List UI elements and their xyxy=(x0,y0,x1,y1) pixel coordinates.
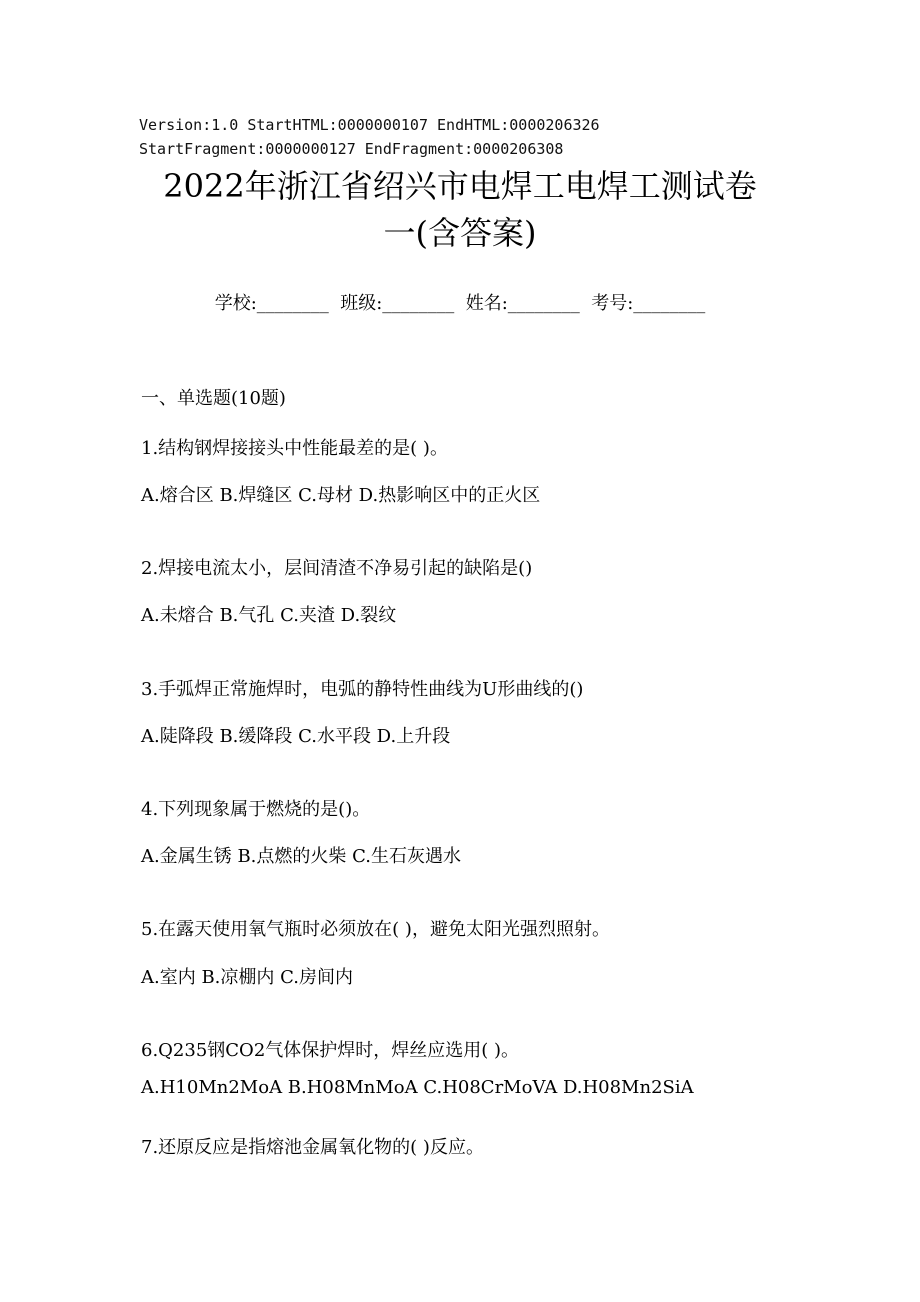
question-1-options: A.熔合区 B.焊缝区 C.母材 D.热影响区中的正火区 xyxy=(141,485,541,506)
question-2-options: A.未熔合 B.气孔 C.夹渣 D.裂纹 xyxy=(141,605,397,626)
question-2-stem: 2.焊接电流太小，层间清渣不净易引起的缺陷是() xyxy=(141,558,533,579)
question-1-stem: 1.结构钢焊接接头中性能最差的是( )。 xyxy=(141,438,448,459)
question-6-stem: 6.Q235钢CO2气体保护焊时，焊丝应选用( )。 xyxy=(141,1040,520,1061)
question-5-stem: 5.在露天使用氧气瓶时必须放在( )，避免太阳光强烈照射。 xyxy=(141,919,610,940)
question-7-stem: 7.还原反应是指熔池金属氧化物的( )反应。 xyxy=(141,1137,484,1158)
question-4-stem: 4.下列现象属于燃烧的是()。 xyxy=(141,799,371,820)
document-title-line-1: 2022年浙江省绍兴市电焊工电焊工测试卷 xyxy=(163,167,757,205)
document-title-line-2: 一(含答案) xyxy=(383,214,537,252)
section-heading: 一、单选题(10题) xyxy=(141,388,286,409)
clipboard-header-line-2: StartFragment:0000000127 EndFragment:0000206308 xyxy=(139,140,564,158)
question-4-options: A.金属生锈 B.点燃的火柴 C.生石灰遇水 xyxy=(141,846,461,867)
student-info-fields: 学校:________ 班级:________ 姓名:________ 考号:________ xyxy=(214,293,706,314)
question-3-stem: 3.手弧焊正常施焊时，电弧的静特性曲线为U形曲线的() xyxy=(141,679,584,700)
clipboard-header-line-1: Version:1.0 StartHTML:0000000107 EndHTML:0000206326 xyxy=(139,116,600,134)
question-6-options: A.H10Mn2MoA B.H08MnMoA C.H08CrMoVA D.H08Mn2SiA xyxy=(141,1077,694,1098)
question-5-options: A.室内 B.凉棚内 C.房间内 xyxy=(141,967,353,988)
question-3-options: A.陡降段 B.缓降段 C.水平段 D.上升段 xyxy=(141,726,451,747)
